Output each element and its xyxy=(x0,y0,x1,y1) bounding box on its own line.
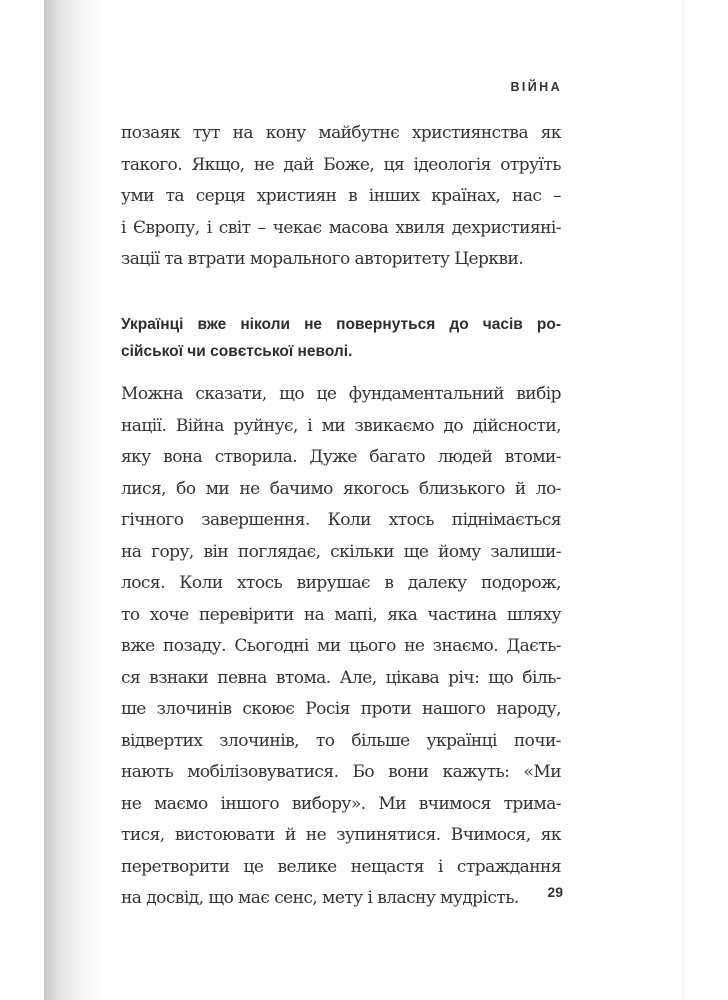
section-subheading xyxy=(121,311,561,365)
text-line: такого. Якщо, не дай Боже, ця ідеологія отруїть xyxy=(121,154,561,175)
text-line: перетворити це велике нещастя і страждання xyxy=(121,856,561,877)
text-line: тися, вистоювати й не зупинятися. Вчимося, як xyxy=(121,825,561,845)
text-line: лися, бо ми не бачимо якогось близького й ло- xyxy=(121,478,561,499)
text-line: позаяк тут на кону майбутнє християнства як xyxy=(121,123,561,143)
running-head: ВІЙНА xyxy=(510,80,562,94)
text-line: то хоче перевірити на мапі, яка частина шляху xyxy=(121,604,561,625)
text-line: яку вона створила. Дуже багато людей втоми- xyxy=(121,447,561,467)
text-line: гічного завершення. Коли хтось піднімається xyxy=(121,510,561,530)
text-line: на досвід, що має сенс, мету і власну мудрість. xyxy=(121,888,519,908)
text-line: ше злочинів скоює Росія проти нашого народу, xyxy=(121,699,561,719)
text-line: Можна сказати, що це фундаментальний вибір xyxy=(121,384,561,404)
text-line: і Європу, і світ – чекає масова хвиля дехристияні- xyxy=(121,217,561,238)
gutter-shadow xyxy=(44,0,104,1000)
text-line: відвертих злочинів, то більше українці почи- xyxy=(121,730,561,751)
text-line: лося. Коли хтось вирушає в далеку подорож, xyxy=(121,573,561,593)
text-line: зації та втрати морального авторитету Церкви. xyxy=(121,249,524,269)
page-number: 29 xyxy=(547,884,563,900)
subheading-line: сійської чи совєтської неволі. xyxy=(121,343,353,360)
subheading-line: Українці вже ніколи не повернуться до часів ро- xyxy=(121,316,561,333)
page-edge xyxy=(683,0,728,1000)
paragraph-2 xyxy=(121,379,561,915)
text-line: нації. Війна руйнує, і ми звикаємо до дійсности, xyxy=(121,415,561,436)
text-line: на гору, він поглядає, скільки ще йому залиши- xyxy=(121,541,561,562)
text-line: не маємо іншого вибору». Ми вчимося трима- xyxy=(121,793,561,814)
text-line: ся взнаки певна втома. Але, цікава річ: що біль- xyxy=(121,667,561,688)
text-line: нають мобілізовуватися. Бо вони кажуть: «Ми xyxy=(121,762,561,782)
paragraph-1 xyxy=(121,118,561,276)
text-line: уми та серця християн в інших країнах, нас – xyxy=(121,186,561,206)
text-line: вже позаду. Сьогодні ми цього не знаємо. Даєть- xyxy=(121,636,561,656)
